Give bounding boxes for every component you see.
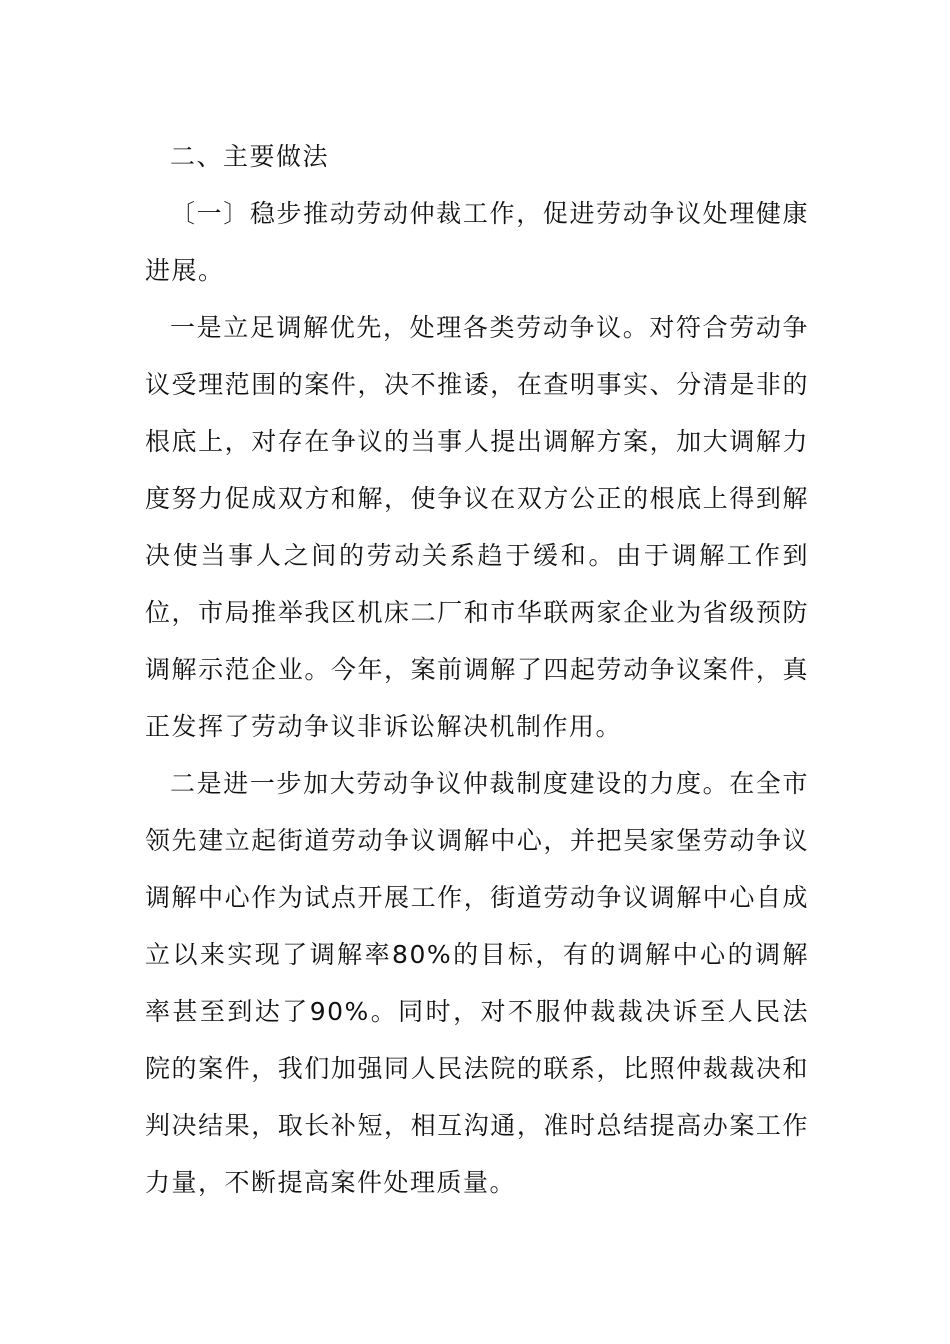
section-heading: 二、主要做法 <box>170 142 330 171</box>
document-body <box>145 128 809 1211</box>
body-paragraph-2: 二是进一步加大劳动争议仲裁制度建设的力度。在全市领先建立起街道劳动争议调解中心，并把吴家堡劳动争议调解中心作为试点开展工作，街道劳动争议调解中心自成立以来实现了调解率80%的目标，有的调解中心的调解率甚至到达了90%。同时，对不服仲裁裁决诉至人民法院的案件，我们加强同人民法院的联系，比照仲裁裁决和判决结果，取长补短，相互沟通，准时总结提高办案工作力量，不断提高案件处理质量。 <box>145 769 809 1197</box>
subsection-title-paragraph: 〔一〕稳步推动劳动仲裁工作，促进劳动争议处理健康进展。 <box>145 199 809 285</box>
body-paragraph-1: 一是立足调解优先，处理各类劳动争议。对符合劳动争议受理范围的案件，决不推诿，在查明事实、分清是非的根底上，对存在争议的当事人提出调解方案，加大调解力度努力促成双方和解，使争议在双方公正的根底上得到解决使当事人之间的劳动关系趋于缓和。由于调解工作到位，市局推举我区机床二厂和市华联两家企业为省级预防调解示范企业。今年，案前调解了四起劳动争议案件，真正发挥了劳动争议非诉讼解决机制作用。 <box>145 313 809 741</box>
